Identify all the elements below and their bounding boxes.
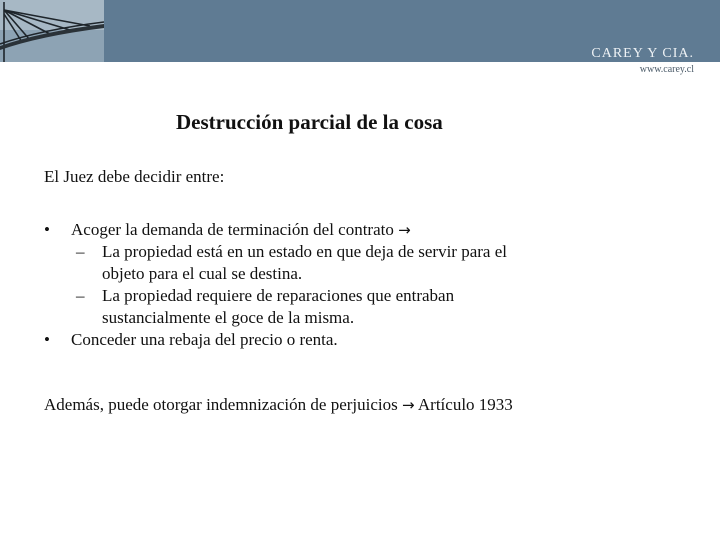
brand-url: www.carey.cl	[639, 64, 694, 75]
sub-bullet-dash: –	[76, 242, 85, 261]
brand-name: CAREY Y CIA.	[591, 46, 694, 61]
bullet-item	[44, 219, 644, 241]
bullet-list	[44, 219, 644, 351]
arrow-icon: →	[402, 396, 415, 414]
bridge-photo	[0, 0, 104, 62]
bullet-dot: •	[44, 220, 50, 239]
sub-bullet-line: La propiedad requiere de reparaciones que entraban	[102, 286, 455, 305]
bullet-dot: •	[44, 330, 50, 349]
footer-text: Además, puede otorgar indemnización de perjuicios	[44, 395, 398, 414]
footer-reference: Artículo 1933	[417, 395, 513, 414]
sub-bullet-item	[44, 285, 644, 329]
footer-note	[44, 395, 513, 415]
slide-title: Destrucción parcial de la cosa	[176, 110, 443, 134]
intro-text: El Juez debe decidir entre:	[44, 167, 225, 186]
sub-bullet-line: sustancialmente el goce de la misma.	[102, 308, 355, 327]
arrow-icon: →	[398, 221, 411, 239]
header-banner	[0, 0, 720, 75]
bullet-item	[44, 329, 644, 351]
sub-bullet-line: La propiedad está en un estado en que deja de servir para el	[102, 242, 507, 261]
sub-bullet-line: objeto para el cual se destina.	[102, 264, 303, 283]
bullet-text: Acoger la demanda de terminación del contrato	[71, 220, 394, 239]
brand-logo	[591, 47, 694, 75]
bullet-text: Conceder una rebaja del precio o renta.	[71, 330, 338, 349]
sub-bullet-item	[44, 241, 644, 285]
sub-bullet-dash: –	[76, 286, 85, 305]
